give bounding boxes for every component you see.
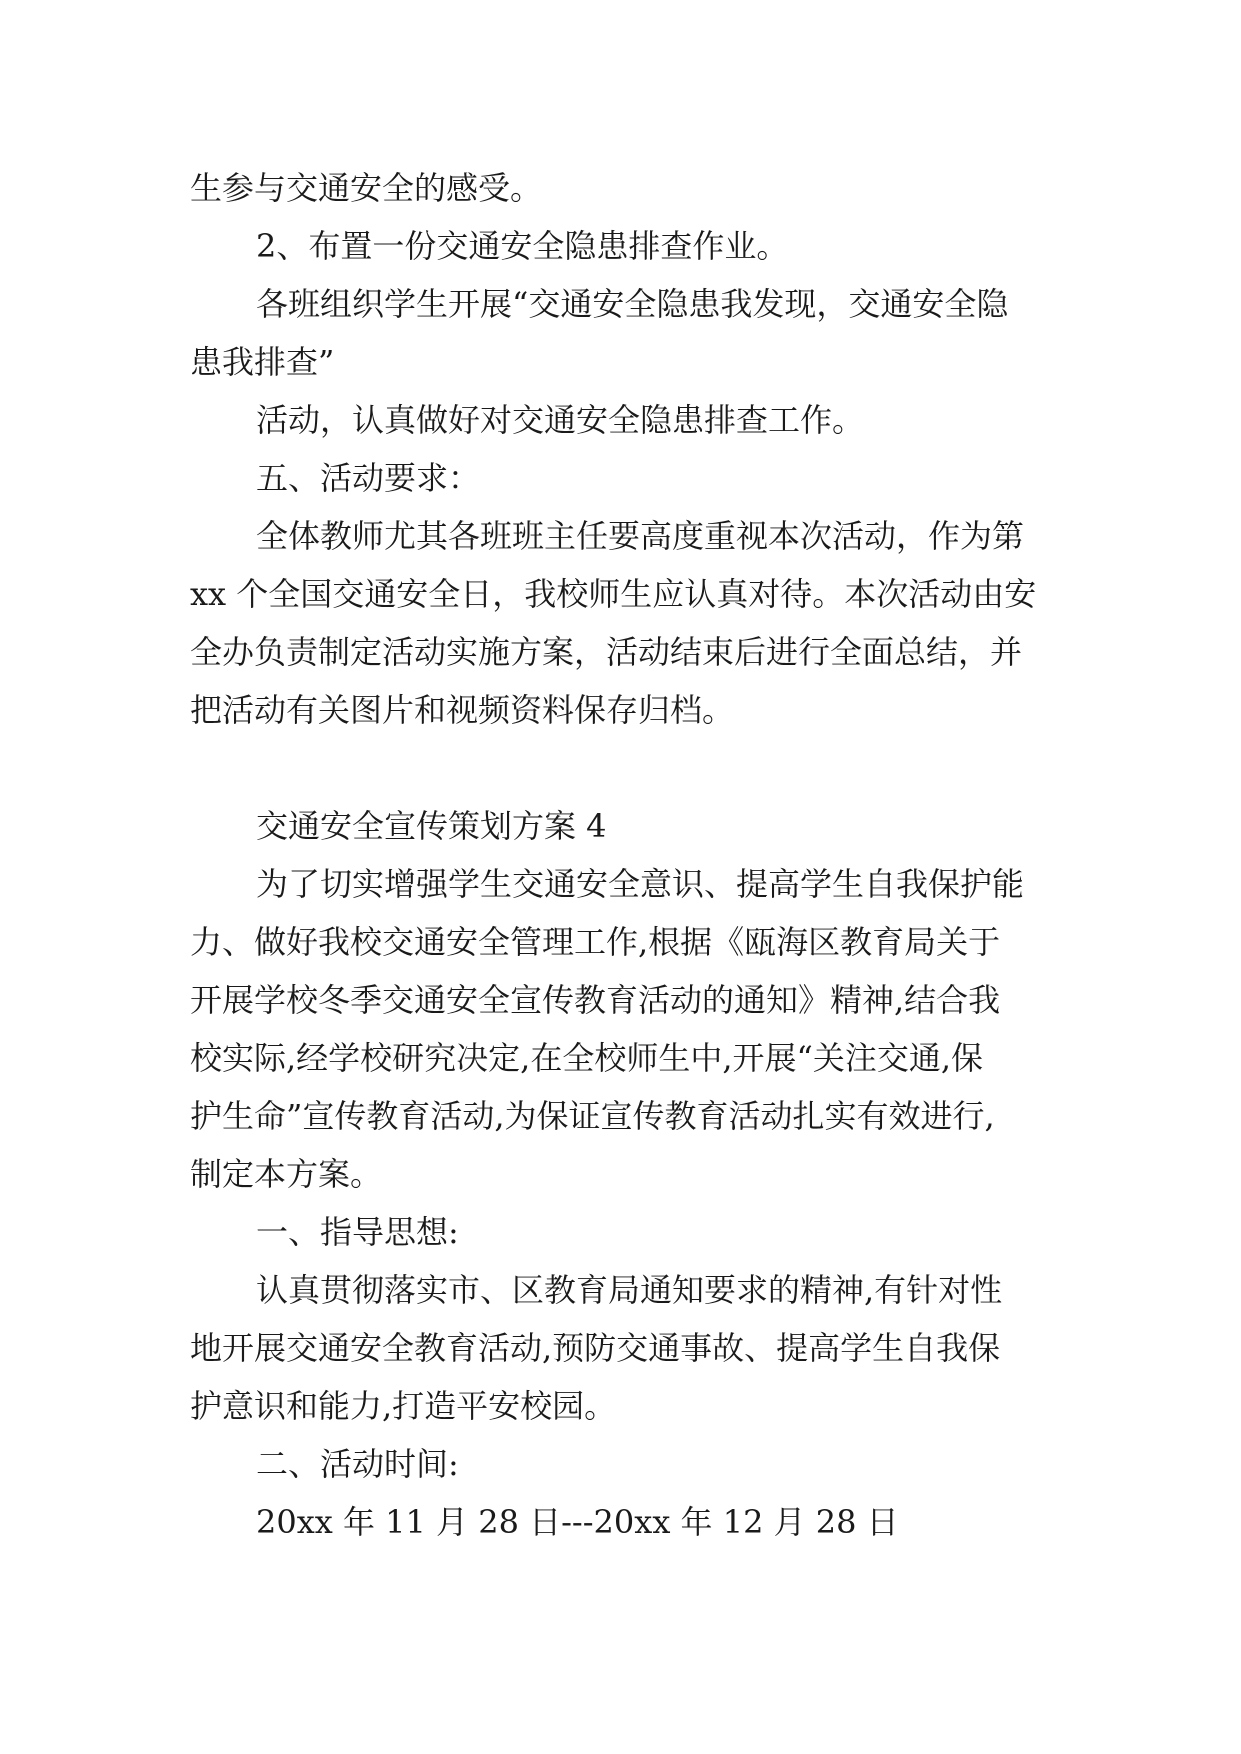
section-heading: 二、活动时间:: [256, 1445, 459, 1483]
text-line: 全办负责制定活动实施方案，活动结束后进行全面总结，并: [190, 633, 1023, 671]
section-heading: 五、活动要求：: [256, 459, 481, 497]
text-line: 各班组织学生开展“交通安全隐患我发现，交通安全隐: [256, 285, 1009, 323]
text-line: 20xx 年 11 月 28 日---20xx 年 12 月 28 日: [256, 1503, 899, 1541]
text-line: 校实际,经学校研究决定,在全校师生中,开展“关注交通,保: [190, 1039, 984, 1077]
text-line: 制定本方案。: [190, 1155, 383, 1193]
text-line: 地开展交通安全教育活动,预防交通事故、提高学生自我保: [190, 1329, 1001, 1367]
text-line: 护意识和能力,打造平安校园。: [190, 1387, 617, 1425]
text-line: 力、做好我校交通安全管理工作,根据《瓯海区教育局关于: [190, 923, 1001, 961]
text-line: 把活动有关图片和视频资料保存归档。: [190, 691, 735, 729]
text-line: 2、布置一份交通安全隐患排查作业。: [256, 227, 789, 265]
text-line: 为了切实增强学生交通安全意识、提高学生自我保护能: [256, 865, 1025, 903]
text-line: 全体教师尤其各班班主任要高度重视本次活动，作为第: [256, 517, 1025, 555]
text-line: 护生命”宣传教育活动,为保证宣传教育活动扎实有效进行,: [190, 1097, 995, 1135]
text-line: 生参与交通安全的感受。: [190, 169, 543, 207]
text-line: 患我排查”: [190, 343, 335, 381]
text-line: xx 个全国交通安全日，我校师生应认真对待。本次活动由安: [190, 575, 1037, 613]
text-line: 活动，认真做好对交通安全隐患排查工作。: [256, 401, 865, 439]
text-line: 开展学校冬季交通安全宣传教育活动的通知》精神,结合我: [190, 981, 1001, 1019]
text-line: 认真贯彻落实市、区教育局通知要求的精神,有针对性: [256, 1271, 1003, 1309]
document-title: 交通安全宣传策划方案 4: [256, 807, 607, 845]
section-heading: 一、指导思想:: [256, 1213, 459, 1251]
